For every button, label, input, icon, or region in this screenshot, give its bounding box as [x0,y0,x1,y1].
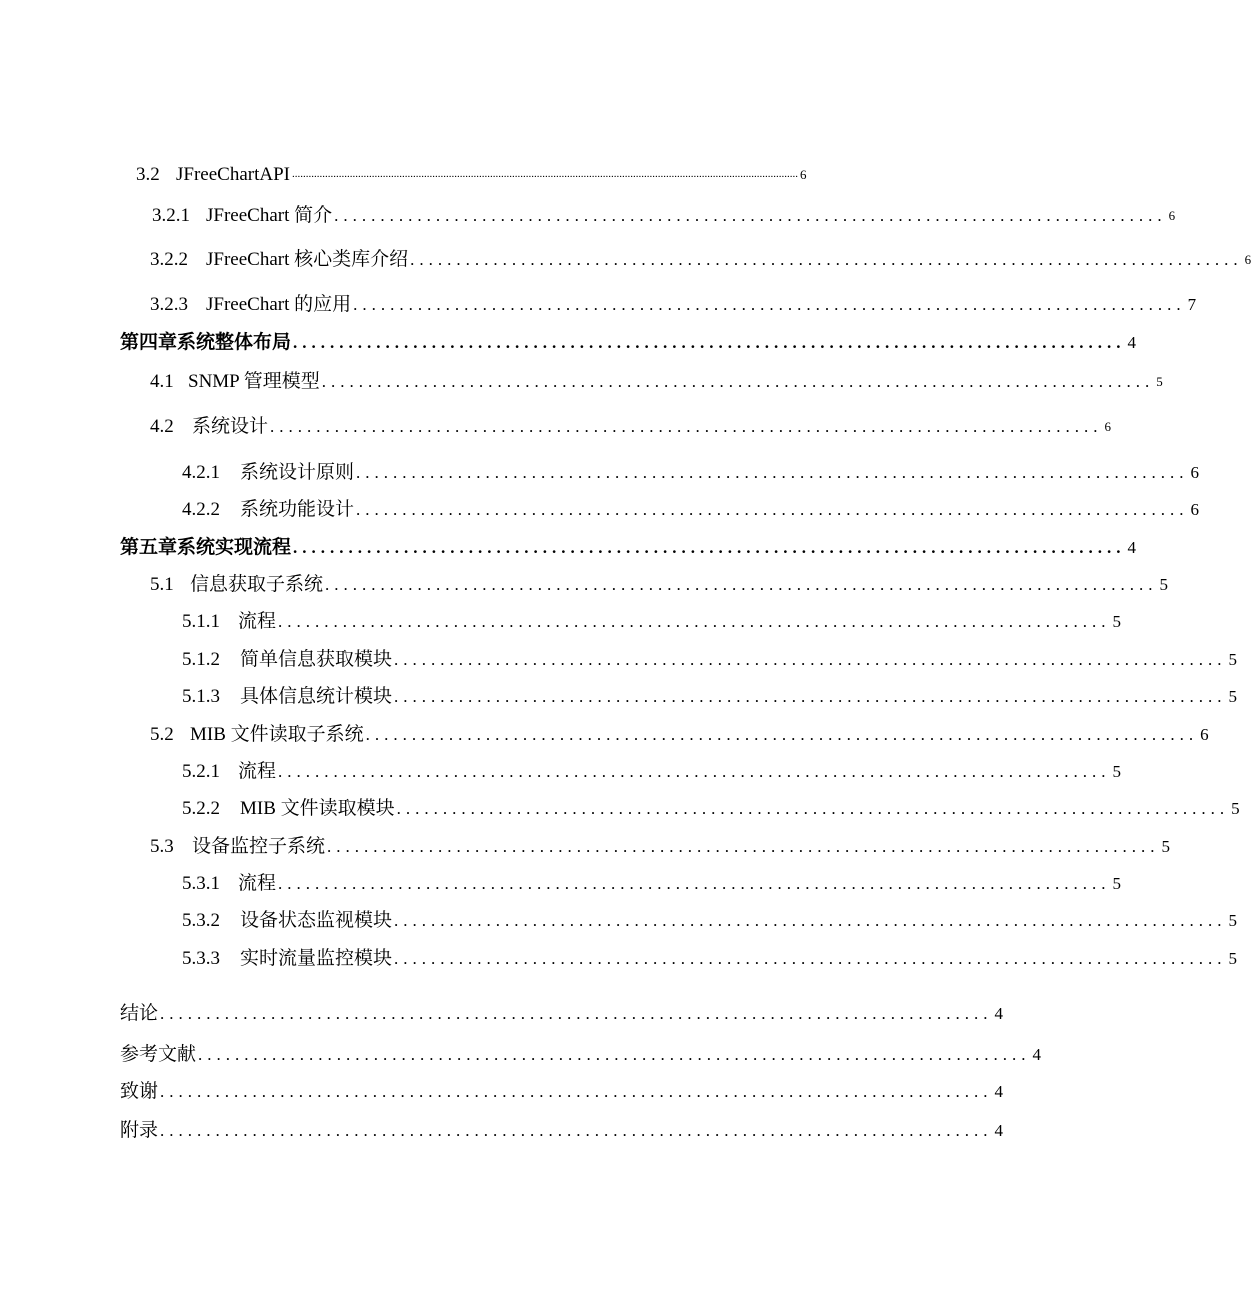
toc-entry-label: 3.2.3 JFreeChart 的应用 [150,294,352,315]
dot-leader: .......................................................................................... [293,333,1126,352]
toc-entry-appendix[interactable] [120,1119,1004,1143]
toc-entry-label: 5.2 MIB 文件读取子系统 [150,724,364,745]
dot-leader: .......................................................................................... [356,463,1189,482]
page-number: 5 [1228,687,1238,706]
toc-entry-label: 5.2.2 MIB 文件读取模块 [182,798,395,819]
dot-leader: .......................................................................................... [353,295,1186,314]
toc-entry-label: 5.1.1 流程 [182,611,277,632]
toc-entry-label: 5.3.2 设备状态监视模块 [182,910,393,931]
page-number: 5 [1156,374,1163,389]
dot-leader: .......................................................................................... [394,911,1227,930]
page-number: 4 [994,1004,1004,1023]
toc-entry-3-2-3[interactable] [150,293,1197,317]
dot-leader: .......................................................................................... [278,612,1111,631]
page-number: 5 [1112,762,1122,781]
dot-leader: .......................................................................................... [394,650,1227,669]
dot-leader: .......................................................................................... [394,687,1227,706]
dot-leader: .......................................................................................... [356,500,1189,519]
toc-entry-label: 结论 [120,1003,159,1024]
page-number: 6 [1168,208,1176,223]
toc-entry-5-1-1[interactable] [182,610,1122,634]
dot-leader: .......................................................................................... [270,417,1103,436]
toc-entry-label: 3.2.2 JFreeChart 核心类库介绍 [150,249,409,270]
toc-entry-5-1[interactable] [150,573,1169,597]
toc-entry-5-3-1[interactable] [182,872,1122,896]
dot-leader: .......................................................................................... [334,206,1167,225]
page-number: 6 [799,167,807,182]
toc-entry-label: 4.1 SNMP 管理模型 [150,371,320,392]
dot-leader: .......................................................................................... [198,1045,1031,1064]
toc-entry-label: 附录 [120,1120,159,1141]
toc-entry-label: 4.2.2 系统功能设计 [182,499,355,520]
page-number: 6 [1244,252,1251,267]
page-number: 4 [1127,333,1137,352]
dot-leader: .......................................................................................... [160,1004,993,1023]
dot-leader: .......................................................................................... [394,949,1227,968]
toc-entry-4-2-2[interactable] [182,498,1200,522]
toc-entry-label: 5.2.1 流程 [182,761,277,782]
page-number: 4 [1127,538,1137,557]
page-number: 5 [1161,837,1171,856]
page-number: 4 [1032,1045,1042,1064]
dot-leader: .......................................................................................... [365,725,1199,744]
page-number: 4 [994,1121,1004,1140]
toc-entry-3-2-2[interactable] [150,248,1251,272]
dot-leader: .......................................................................................... [278,874,1111,893]
toc-entry-label: 5.3 设备监控子系统 [150,836,326,857]
dot-leader: .......................................................................................... [278,762,1111,781]
page-number: 5 [1159,575,1169,594]
toc-entry-acknowledgements[interactable] [120,1080,1004,1104]
toc-entry-chapter-5[interactable] [120,536,1137,560]
toc-entry-label: 5.3.1 流程 [182,873,277,894]
toc-entry-5-1-2[interactable] [182,648,1238,672]
page-number: 5 [1112,612,1122,631]
toc-entry-4-1[interactable] [150,370,1163,394]
page-number: 6 [1200,725,1209,744]
page-number: 5 [1228,949,1238,968]
toc-entry-5-1-3[interactable] [182,685,1238,709]
dot-leader: .......................................................................................... [396,799,1230,818]
dot-leader: .......................................................................................... [325,575,1158,594]
toc-entry-label: 5.3.3 实时流量监控模块 [182,948,393,969]
toc-entry-label: 第四章系统整体布局 [120,332,292,353]
toc-entry-references[interactable] [120,1043,1042,1067]
page-number: 5 [1228,911,1238,930]
toc-entry-3-2-1[interactable] [152,204,1176,228]
dot-leader: .......................................................................................... [327,837,1160,856]
toc-entry-5-3[interactable] [150,835,1171,859]
dot-leader: ........................................................................................................................................................................................ [291,168,798,180]
toc-entry-label: 3.2.1 JFreeChart 简介 [152,205,333,226]
toc-entry-label: 5.1.2 简单信息获取模块 [182,649,393,670]
dot-leader: .......................................................................................... [410,250,1243,269]
page-number: 4 [994,1082,1004,1101]
toc-entry-5-2-2[interactable] [182,797,1240,821]
toc-entry-label: 4.2.1 系统设计原则 [182,462,355,483]
toc-entry-label: 致谢 [120,1081,159,1102]
page-number: 6 [1190,500,1200,519]
toc-entry-label: 参考文献 [120,1044,197,1065]
toc-entry-5-2-1[interactable] [182,760,1122,784]
toc-entry-chapter-4[interactable] [120,331,1137,355]
toc-entry-label: 第五章系统实现流程 [120,537,292,558]
toc-entry-conclusion[interactable] [120,1002,1004,1026]
dot-leader: .......................................................................................... [160,1121,993,1140]
page-number: 5 [1112,874,1122,893]
toc-entry-label: 3.2 JFreeChartAPI [136,164,290,185]
page-number: 5 [1231,799,1240,818]
page-number: 6 [1104,419,1112,434]
toc-entry-4-2[interactable] [150,415,1112,439]
toc-entry-5-2[interactable] [150,723,1209,747]
toc-entry-3-2[interactable] [136,163,807,187]
toc-entry-label: 4.2 系统设计 [150,416,269,437]
dot-leader: .......................................................................................... [160,1082,993,1101]
toc-entry-4-2-1[interactable] [182,461,1200,485]
toc-entry-label: 5.1.3 具体信息统计模块 [182,686,393,707]
page-number: 7 [1187,295,1197,314]
dot-leader: .......................................................................................... [293,538,1126,557]
page-number: 5 [1228,650,1238,669]
toc-entry-label: 5.1 信息获取子系统 [150,574,324,595]
toc-entry-5-3-3[interactable] [182,947,1238,971]
dot-leader: .......................................................................................... [321,372,1155,391]
toc-entry-5-3-2[interactable] [182,909,1238,933]
page-number: 6 [1190,463,1200,482]
